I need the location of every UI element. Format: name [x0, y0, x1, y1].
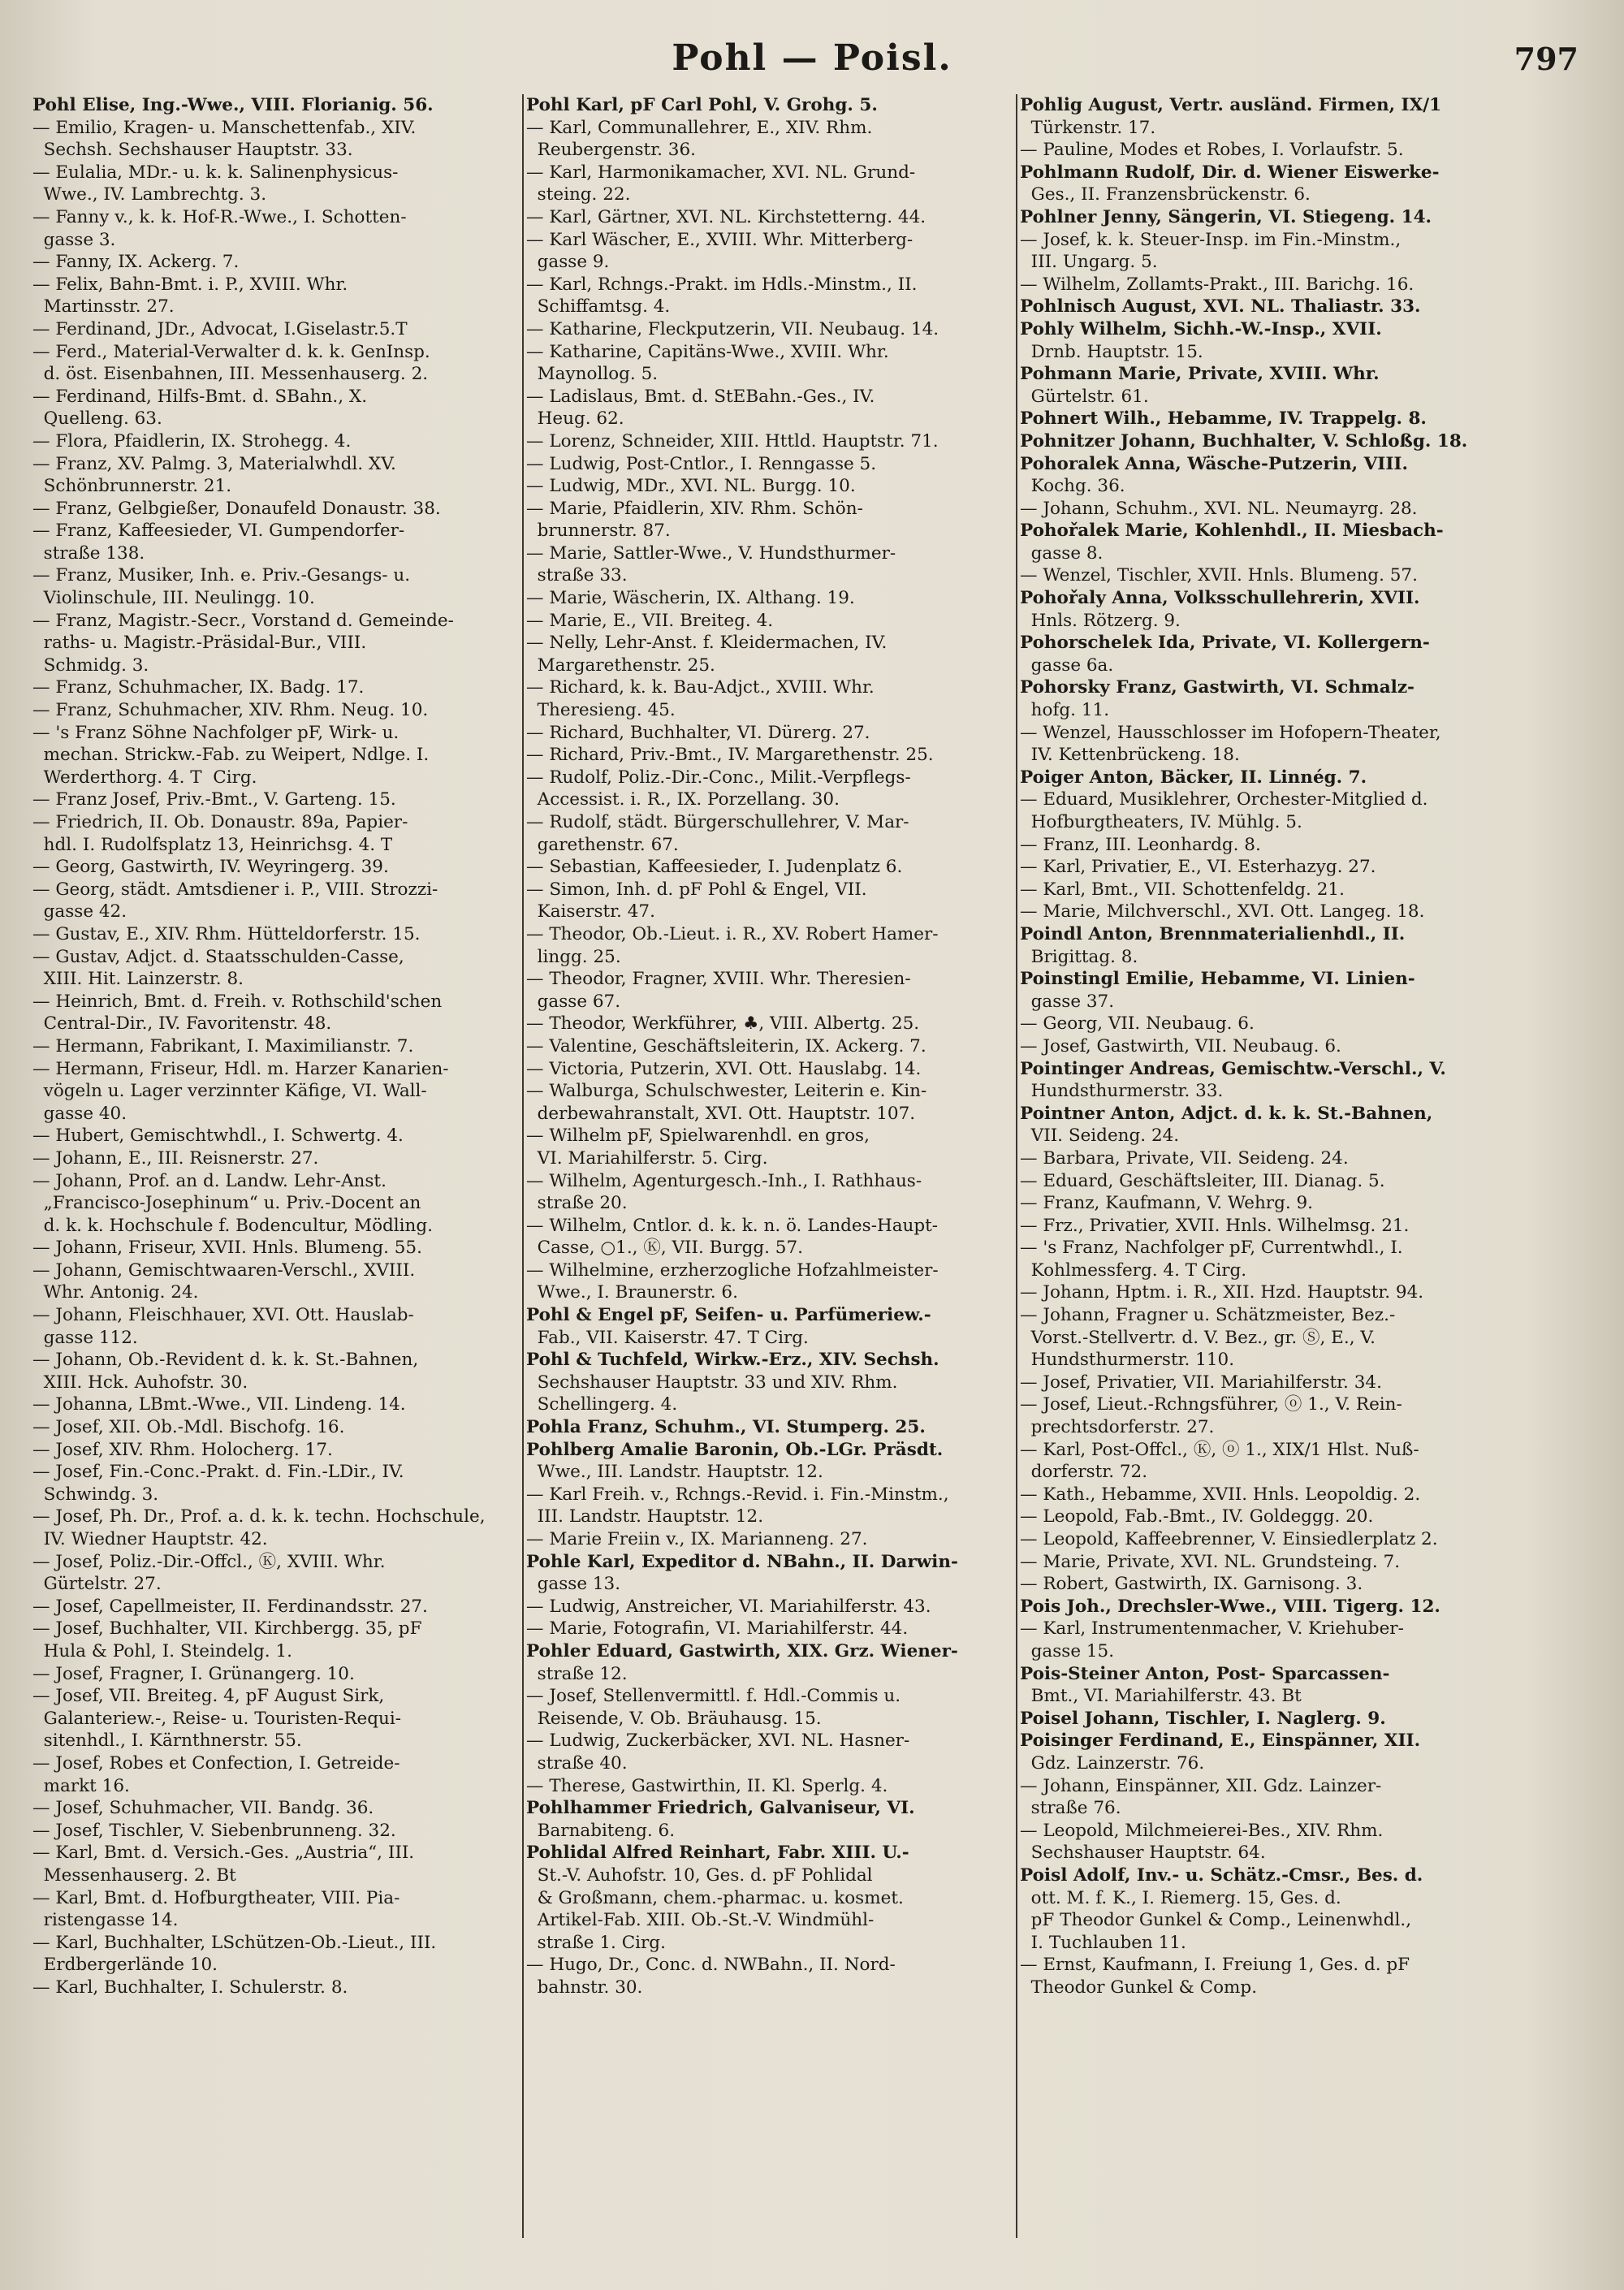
column-3	[1020, 94, 1514, 2271]
directory-line: Pohlner Jenny, Sängerin, VI. Stiegeng. 14.	[1020, 206, 1432, 227]
directory-line: — Hubert, Gemischtwhdl., I. Schwertg. 4.	[32, 1126, 404, 1147]
directory-line: Maynollog. 5.	[526, 364, 659, 385]
directory-line: — 's Franz Söhne Nachfolger pF, Wirk- u.	[32, 722, 400, 743]
directory-line: — Karl Wäscher, E., XVIII. Whr. Mitterberg-	[526, 229, 914, 250]
directory-line: Gdz. Lainzerstr. 76.	[1020, 1752, 1205, 1774]
directory-line: Pohl Karl, pF Carl Pohl, V. Grohg. 5.	[526, 95, 878, 115]
directory-line: — Rudolf, Poliz.-Dir.-Conc., Milit.-Verpflegs-	[526, 767, 911, 788]
directory-line: d. k. k. Hochschule f. Bodencultur, Mödling.	[32, 1215, 433, 1236]
directory-line: Schiffamtsg. 4.	[526, 296, 671, 318]
directory-line: Werderthorg. 4. T Cirg.	[32, 767, 257, 788]
directory-line: Kohlmessferg. 4. T Cirg.	[1020, 1260, 1247, 1281]
directory-line: Central-Dir., IV. Favoritenstr. 48.	[32, 1013, 332, 1035]
directory-line: — Ernst, Kaufmann, I. Freiung 1, Ges. d. pF	[1020, 1955, 1410, 1976]
directory-line: — Josef, XII. Ob.-Mdl. Bischofg. 16.	[32, 1417, 345, 1438]
directory-line: — Georg, städt. Amtsdiener i. P., VIII. Strozzi-	[32, 879, 438, 900]
directory-line: — Wilhelm pF, Spielwarenhdl. en gros,	[526, 1126, 870, 1147]
directory-line: Pohlberg Amalie Baronin, Ob.-LGr. Präsdt.	[526, 1439, 944, 1460]
directory-line: vögeln u. Lager verzinnter Käfige, VI. Wall-	[32, 1081, 427, 1102]
directory-line: Margarethenstr. 25.	[526, 655, 715, 676]
directory-line: Pohlnisch August, XVI. NL. Thaliastr. 33.	[1020, 296, 1421, 318]
directory-line: Pohoralek Anna, Wäsche-Putzerin, VIII.	[1020, 453, 1408, 474]
directory-line: Pointner Anton, Adjct. d. k. k. St.-Bahnen,	[1020, 1103, 1433, 1124]
directory-line: — Josef, XIV. Rhm. Holocherg. 17.	[32, 1439, 333, 1460]
directory-line: — Marie, Pfaidlerin, XIV. Rhm. Schön-	[526, 498, 863, 519]
directory-line: — Robert, Gastwirth, IX. Garnisong. 3.	[1020, 1574, 1363, 1595]
directory-line: — Karl, Bmt. d. Hofburgtheater, VIII. Pia-	[32, 1887, 400, 1908]
directory-line: Pohorschelek Ida, Private, VI. Kollergern-	[1020, 633, 1430, 654]
directory-line: — Josef, VII. Breiteg. 4, pF August Sirk,	[32, 1686, 385, 1707]
directory-line: — Johann, Friseur, XVII. Hnls. Blumeng. 55.	[32, 1238, 422, 1259]
directory-line: Pohlidal Alfred Reinhart, Fabr. XIII. U.-	[526, 1843, 909, 1864]
directory-line: raths- u. Magistr.-Präsidal-Bur., VIII.	[32, 633, 367, 654]
directory-line: St.-V. Auhofstr. 10, Ges. d. pF Pohlidal	[526, 1864, 873, 1886]
directory-line: sitenhdl., I. Kärnthnerstr. 55.	[32, 1730, 302, 1752]
directory-line: — Wenzel, Tischler, XVII. Hnls. Blumeng. 57.	[1020, 565, 1418, 586]
directory-line: Pohl & Engel pF, Seifen- u. Parfümeriew.-	[526, 1305, 931, 1326]
directory-line: — Friedrich, II. Ob. Donaustr. 89a, Papier-	[32, 812, 408, 832]
directory-line: Poisinger Ferdinand, E., Einspänner, XII.	[1020, 1730, 1421, 1752]
directory-line: straße 33.	[526, 565, 628, 586]
directory-line: — Karl, Bmt., VII. Schottenfeldg. 21.	[1020, 879, 1345, 900]
directory-line: — Karl, Post-Offcl., Ⓚ, ⓞ 1., XIX/1 Hlst. Nuß-	[1020, 1439, 1419, 1460]
directory-line: Pohořalek Marie, Kohlenhdl., II. Miesbach-	[1020, 521, 1444, 542]
directory-line: — Hermann, Fabrikant, I. Maximilianstr. 7.	[32, 1035, 414, 1056]
directory-line: — Therese, Gastwirthin, II. Kl. Sperlg. 4.	[526, 1775, 888, 1796]
directory-line: — Nelly, Lehr-Anst. f. Kleidermachen, IV.	[526, 633, 888, 654]
directory-line: — Johann, Fragner u. Schätzmeister, Bez.-	[1020, 1305, 1396, 1326]
directory-line: III. Ungarg. 5.	[1020, 252, 1158, 273]
directory-line: Violinschule, III. Neulingg. 10.	[32, 588, 315, 609]
directory-line: Kaiserstr. 47.	[526, 901, 655, 922]
directory-line: straße 20.	[526, 1193, 628, 1214]
directory-line: — Karl, Instrumentenmacher, V. Kriehuber-	[1020, 1618, 1404, 1640]
directory-line: Messenhauserg. 2. Bt	[32, 1864, 236, 1886]
running-title: Pohl — Poisl.	[672, 37, 952, 79]
directory-line: — Flora, Pfaidlerin, IX. Strohegg. 4.	[32, 430, 352, 452]
column-1	[32, 94, 520, 2271]
directory-line: — Franz, XV. Palmg. 3, Materialwhdl. XV.	[32, 453, 396, 474]
directory-line: Sechsh. Sechshauser Hauptstr. 33.	[32, 140, 353, 161]
directory-line: — Victoria, Putzerin, XVI. Ott. Hauslabg. 14.	[526, 1058, 922, 1079]
directory-line: — Josef, k. k. Steuer-Insp. im Fin.-Minstm.,	[1020, 229, 1402, 250]
directory-line: — Franz, Kaufmann, V. Wehrg. 9.	[1020, 1193, 1314, 1214]
directory-line: Schellingerg. 4.	[526, 1394, 678, 1415]
directory-line: — Josef, Schuhmacher, VII. Bandg. 36.	[32, 1798, 374, 1819]
directory-line: — Karl, Rchngs.-Prakt. im Hdls.-Minstm., II.	[526, 274, 918, 295]
directory-line: Galanteriew.-, Reise- u. Touristen-Requi-	[32, 1708, 402, 1729]
directory-line: — Karl, Buchhalter, I. Schulerstr. 8.	[32, 1977, 348, 1998]
directory-line: Wwe., IV. Lambrechtg. 3.	[32, 184, 267, 205]
directory-line: — Johann, E., III. Reisnerstr. 27.	[32, 1147, 319, 1169]
directory-line: — Leopold, Kaffeebrenner, V. Einsiedlerplatz 2.	[1020, 1529, 1438, 1549]
directory-line: — Wilhelm, Agenturgesch.-Inh., I. Rathhaus-	[526, 1170, 922, 1191]
directory-line: Poinstingl Emilie, Hebamme, VI. Linien-	[1020, 969, 1415, 990]
directory-line: Pohmann Marie, Private, XVIII. Whr.	[1020, 364, 1380, 385]
directory-line: Pohl Elise, Ing.-Wwe., VIII. Florianig. 56.	[32, 95, 434, 115]
directory-line: — Marie, Wäscherin, IX. Althang. 19.	[526, 588, 855, 609]
directory-line: Poisl Adolf, Inv.- u. Schätz.-Cmsr., Bes. d.	[1020, 1864, 1423, 1886]
directory-line: — Theodor, Werkführer, ♣, VIII. Albertg. 25.	[526, 1013, 920, 1035]
directory-line: & Großmann, chem.-pharmac. u. kosmet.	[526, 1887, 904, 1908]
column-2	[526, 94, 1013, 2271]
directory-line: — Karl, Buchhalter, LSchützen-Ob.-Lieut., III.	[32, 1932, 437, 1953]
directory-line: Poiger Anton, Bäcker, II. Linnég. 7.	[1020, 767, 1367, 788]
directory-line: gasse 42.	[32, 901, 127, 922]
directory-line: — Richard, Priv.-Bmt., IV. Margarethenstr. 25.	[526, 745, 934, 766]
directory-line: Casse, ○1., Ⓚ, VII. Burgg. 57.	[526, 1238, 803, 1259]
directory-line: gasse 112.	[32, 1327, 138, 1348]
directory-line: IV. Wiedner Hauptstr. 42.	[32, 1529, 268, 1549]
directory-line: — Eduard, Geschäftsleiter, III. Dianag. 5.	[1020, 1170, 1385, 1191]
directory-line: — Josef, Ph. Dr., Prof. a. d. k. k. techn. Hochschule,	[32, 1506, 486, 1527]
directory-line: — Ludwig, Post-Cntlor., I. Renngasse 5.	[526, 453, 877, 474]
directory-line: gasse 15.	[1020, 1640, 1115, 1661]
directory-line: — Johann, Einspänner, XII. Gdz. Lainzer-	[1020, 1775, 1382, 1796]
directory-line: — 's Franz, Nachfolger pF, Currentwhdl., I.	[1020, 1238, 1403, 1259]
directory-line: — Katharine, Capitäns-Wwe., XVIII. Whr.	[526, 341, 889, 362]
directory-line: — Eduard, Musiklehrer, Orchester-Mitglied d.	[1020, 789, 1428, 810]
directory-line: Vorst.-Stellvertr. d. V. Bez., gr. Ⓢ, E., V.	[1020, 1327, 1376, 1348]
directory-line: — Barbara, Private, VII. Seideng. 24.	[1020, 1147, 1349, 1169]
directory-line: pF Theodor Gunkel & Comp., Leinenwhdl.,	[1020, 1910, 1412, 1931]
directory-line: — Gustav, Adjct. d. Staatsschulden-Casse,	[32, 946, 404, 967]
directory-line: — Ludwig, Zuckerbäcker, XVI. NL. Hasner-	[526, 1730, 910, 1752]
directory-line: gasse 6a.	[1020, 655, 1114, 676]
directory-line: XIII. Hck. Auhofstr. 30.	[32, 1372, 248, 1393]
directory-line: — Johann, Hptm. i. R., XII. Hzd. Hauptstr. 94.	[1020, 1282, 1424, 1303]
directory-line: Barnabiteng. 6.	[526, 1820, 676, 1841]
directory-line: — Josef, Gastwirth, VII. Neubaug. 6.	[1020, 1035, 1341, 1056]
directory-line: Kochg. 36.	[1020, 476, 1125, 497]
directory-line: — Johanna, LBmt.-Wwe., VII. Lindeng. 14.	[32, 1394, 406, 1415]
directory-line: — Wilhelm, Zollamts-Prakt., III. Barichg. 16.	[1020, 274, 1415, 295]
directory-line: — Franz Josef, Priv.-Bmt., V. Garteng. 15.	[32, 789, 396, 810]
directory-line: — Ludwig, MDr., XVI. NL. Burgg. 10.	[526, 476, 856, 497]
directory-line: gasse 67.	[526, 991, 621, 1012]
directory-line: — Franz, Magistr.-Secr., Vorstand d. Gemeinde-	[32, 610, 454, 631]
directory-line: — Franz, Kaffeesieder, VI. Gumpendorfer-	[32, 521, 405, 542]
directory-line: — Georg, VII. Neubaug. 6.	[1020, 1013, 1255, 1035]
directory-line: VI. Mariahilferstr. 5. Cirg.	[526, 1147, 768, 1169]
directory-line: Artikel-Fab. XIII. Ob.-St.-V. Windmühl-	[526, 1910, 875, 1931]
directory-line: — Karl, Privatier, E., VI. Esterhazyg. 27.	[1020, 857, 1376, 878]
directory-line: hdl. I. Rudolfsplatz 13, Heinrichsg. 4. T	[32, 834, 393, 855]
directory-line: Pointinger Andreas, Gemischtw.-Verschl., V.	[1020, 1058, 1446, 1079]
directory-line: — Hugo, Dr., Conc. d. NWBahn., II. Nord-	[526, 1955, 896, 1976]
directory-line: — Marie, E., VII. Breiteg. 4.	[526, 610, 774, 631]
directory-line: Wwe., III. Landstr. Hauptstr. 12.	[526, 1462, 823, 1483]
directory-line: Hofburgtheaters, IV. Mühlg. 5.	[1020, 812, 1302, 832]
directory-line: Accessist. i. R., IX. Porzellang. 30.	[526, 789, 840, 810]
directory-line: Sechshauser Hauptstr. 33 und XIV. Rhm.	[526, 1372, 898, 1393]
directory-line: Pohly Wilhelm, Sichh.-W.-Insp., XVII.	[1020, 318, 1382, 339]
directory-line: — Johann, Gemischtwaaren-Verschl., XVIII.	[32, 1260, 416, 1281]
directory-line: ristengasse 14.	[32, 1910, 179, 1931]
directory-line: — Hermann, Friseur, Hdl. m. Harzer Kanarien-	[32, 1058, 449, 1079]
directory-line: Hnls. Rötzerg. 9.	[1020, 610, 1181, 631]
directory-line: — Marie Freiin v., IX. Marianneng. 27.	[526, 1529, 868, 1549]
directory-line: — Franz, Musiker, Inh. e. Priv.-Gesangs- u.	[32, 565, 411, 586]
directory-line: — Marie, Sattler-Wwe., V. Hundsthurmer-	[526, 542, 896, 564]
directory-line: Türkenstr. 17.	[1020, 117, 1156, 138]
directory-line: I. Tuchlauben 11.	[1020, 1932, 1186, 1953]
directory-line: straße 138.	[32, 542, 145, 564]
directory-line: Hundsthurmerstr. 33.	[1020, 1081, 1224, 1102]
page-number: 797	[1514, 41, 1579, 77]
directory-line: — Marie, Fotografin, VI. Mariahilferstr. 44.	[526, 1618, 909, 1640]
directory-line: Quelleng. 63.	[32, 408, 162, 430]
directory-line: straße 40.	[526, 1752, 628, 1774]
directory-line: — Felix, Bahn-Bmt. i. P., XVIII. Whr.	[32, 274, 348, 295]
directory-line: prechtsdorferstr. 27.	[1020, 1417, 1215, 1438]
directory-line: Ges., II. Franzensbrückenstr. 6.	[1020, 184, 1311, 205]
directory-line: Pohler Eduard, Gastwirth, XIX. Grz. Wiener-	[526, 1640, 958, 1661]
directory-line: — Karl, Bmt. d. Versich.-Ges. „Austria“, III.	[32, 1843, 415, 1864]
directory-line: — Leopold, Milchmeierei-Bes., XIV. Rhm.	[1020, 1820, 1384, 1841]
directory-line: Theresieng. 45.	[526, 700, 676, 721]
page-header	[0, 37, 1624, 86]
directory-line: Gürtelstr. 27.	[32, 1574, 162, 1595]
directory-line: — Katharine, Fleckputzerin, VII. Neubaug. 14.	[526, 318, 939, 339]
directory-line: garethenstr. 67.	[526, 834, 679, 855]
directory-line: — Johann, Prof. an d. Landw. Lehr-Anst.	[32, 1170, 387, 1191]
directory-line: — Karl, Harmonikamacher, XVI. NL. Grund-	[526, 162, 916, 183]
directory-line: — Theodor, Ob.-Lieut. i. R., XV. Robert Hamer-	[526, 923, 939, 944]
directory-line: Heug. 62.	[526, 408, 624, 430]
directory-line: — Josef, Poliz.-Dir.-Offcl., Ⓚ, XVIII. Whr.	[32, 1551, 386, 1572]
directory-line: Whr. Antonig. 24.	[32, 1282, 199, 1303]
directory-line: — Richard, k. k. Bau-Adjct., XVIII. Whr.	[526, 677, 875, 698]
directory-line: — Karl, Communallehrer, E., XIV. Rhm.	[526, 117, 873, 138]
directory-line: Martinsstr. 27.	[32, 296, 175, 318]
directory-line: — Johann, Ob.-Revident d. k. k. St.-Bahnen,	[32, 1350, 419, 1371]
directory-line: Reisende, V. Ob. Bräuhausg. 15.	[526, 1708, 822, 1729]
directory-line: Schmidg. 3.	[32, 655, 149, 676]
directory-line: — Walburga, Schulschwester, Leiterin e. Kin-	[526, 1081, 927, 1102]
directory-line: Pohorsky Franz, Gastwirth, VI. Schmalz-	[1020, 677, 1415, 698]
directory-line: — Josef, Tischler, V. Siebenbrunneng. 32.	[32, 1820, 396, 1841]
directory-line: — Gustav, E., XIV. Rhm. Hütteldorferstr. 15.	[32, 923, 421, 944]
directory-line: — Ludwig, Anstreicher, VI. Mariahilferstr. 43.	[526, 1596, 931, 1617]
directory-line: — Franz, Schuhmacher, IX. Badg. 17.	[32, 677, 365, 698]
directory-line: Pohlig August, Vertr. ausländ. Firmen, IX/1	[1020, 95, 1442, 115]
directory-line: markt 16.	[32, 1775, 130, 1796]
directory-line: — Fanny, IX. Ackerg. 7.	[32, 252, 240, 273]
directory-line: — Pauline, Modes et Robes, I. Vorlaufstr. 5.	[1020, 140, 1404, 161]
directory-line: — Wilhelmine, erzherzogliche Hofzahlmeister-	[526, 1260, 939, 1281]
directory-line: — Leopold, Fab.-Bmt., IV. Goldeggg. 20.	[1020, 1506, 1374, 1527]
directory-line: — Wilhelm, Cntlor. d. k. k. n. ö. Landes-Haupt-	[526, 1215, 939, 1236]
directory-line: brunnerstr. 87.	[526, 521, 671, 542]
directory-line: Hula & Pohl, I. Steindelg. 1.	[32, 1640, 292, 1661]
directory-line: Pohnert Wilh., Hebamme, IV. Trappelg. 8.	[1020, 408, 1427, 430]
directory-line: — Johann, Schuhm., XVI. NL. Neumayrg. 28.	[1020, 498, 1418, 519]
directory-line: — Fanny v., k. k. Hof-R.-Wwe., I. Schotten-	[32, 206, 407, 227]
directory-line: Theodor Gunkel & Comp.	[1020, 1977, 1258, 1998]
directory-line: gasse 40.	[32, 1103, 127, 1124]
directory-line: straße 76.	[1020, 1798, 1121, 1819]
directory-line: bahnstr. 30.	[526, 1977, 643, 1998]
directory-line: Hundsthurmerstr. 110.	[1020, 1350, 1235, 1371]
directory-line: — Marie, Milchverschl., XVI. Ott. Langeg. 18.	[1020, 901, 1425, 922]
directory-line: — Franz, Schuhmacher, XIV. Rhm. Neug. 10.	[32, 700, 429, 721]
directory-line: Reubergenstr. 36.	[526, 140, 696, 161]
directory-line: — Franz, III. Leonhardg. 8.	[1020, 834, 1261, 855]
directory-line: — Eulalia, MDr.- u. k. k. Salinenphysicus-	[32, 162, 399, 183]
directory-line: — Karl Freih. v., Rchngs.-Revid. i. Fin.-Minstm.,	[526, 1484, 949, 1505]
directory-line: — Karl, Gärtner, XVI. NL. Kirchstetterng. 44.	[526, 206, 926, 227]
directory-line: III. Landstr. Hauptstr. 12.	[526, 1506, 764, 1527]
directory-line: — Emilio, Kragen- u. Manschettenfab., XIV.	[32, 117, 417, 138]
directory-line: — Josef, Privatier, VII. Mariahilferstr. 34.	[1020, 1372, 1382, 1393]
directory-line: Pohnitzer Johann, Buchhalter, V. Schloßg. 18.	[1020, 430, 1468, 452]
directory-line: Pohlhammer Friedrich, Galvaniseur, VI.	[526, 1798, 915, 1819]
directory-line: Pois Joh., Drechsler-Wwe., VIII. Tigerg. 12.	[1020, 1596, 1440, 1617]
directory-line: — Richard, Buchhalter, VI. Dürerg. 27.	[526, 722, 870, 743]
directory-line: — Josef, Fin.-Conc.-Prakt. d. Fin.-LDir., IV.	[32, 1462, 404, 1483]
directory-line: derbewahranstalt, XVI. Ott. Hauptstr. 107.	[526, 1103, 916, 1124]
directory-line: — Theodor, Fragner, XVIII. Whr. Theresien-	[526, 969, 911, 990]
directory-line: — Valentine, Geschäftsleiterin, IX. Ackerg. 7.	[526, 1035, 926, 1056]
directory-line: Pohla Franz, Schuhm., VI. Stumperg. 25.	[526, 1417, 926, 1438]
directory-line: VII. Seideng. 24.	[1020, 1126, 1180, 1147]
directory-line: „Francisco-Josephinum“ u. Priv.-Docent an	[32, 1193, 421, 1214]
directory-line: — Simon, Inh. d. pF Pohl & Engel, VII.	[526, 879, 867, 900]
directory-line: Fab., VII. Kaiserstr. 47. T Cirg.	[526, 1327, 809, 1348]
directory-line: Pohl & Tuchfeld, Wirkw.-Erz., XIV. Sechsh.	[526, 1350, 939, 1371]
directory-line: hofg. 11.	[1020, 700, 1110, 721]
directory-line: — Ferd., Material-Verwalter d. k. k. GenInsp.	[32, 341, 430, 362]
directory-line: — Lorenz, Schneider, XIII. Httld. Hauptstr. 71.	[526, 430, 939, 452]
directory-line: dorferstr. 72.	[1020, 1462, 1148, 1483]
directory-line: — Ferdinand, JDr., Advocat, I.Giselastr.5.T	[32, 318, 408, 339]
directory-line: d. öst. Eisenbahnen, III. Messenhauserg. 2.	[32, 364, 429, 385]
directory-line: steing. 22.	[526, 184, 631, 205]
directory-line: gasse 3.	[32, 229, 116, 250]
directory-line: Pohle Karl, Expeditor d. NBahn., II. Darwin-	[526, 1551, 958, 1572]
directory-line: Poisel Johann, Tischler, I. Naglerg. 9.	[1020, 1708, 1386, 1729]
directory-line: — Josef, Stellenvermittl. f. Hdl.-Commis u.	[526, 1686, 901, 1707]
column-divider	[1016, 94, 1017, 2238]
directory-line: — Heinrich, Bmt. d. Freih. v. Rothschild'schen	[32, 991, 443, 1012]
directory-line: IV. Kettenbrückeng. 18.	[1020, 745, 1240, 766]
directory-line: — Georg, Gastwirth, IV. Weyringerg. 39.	[32, 857, 389, 878]
directory-line: — Josef, Lieut.-Rchngsführer, ⓞ 1., V. Rein-	[1020, 1394, 1402, 1415]
directory-line: — Kath., Hebamme, XVII. Hnls. Leopoldig. 2.	[1020, 1484, 1421, 1505]
directory-line: — Josef, Robes et Confection, I. Getreide-	[32, 1752, 400, 1774]
directory-line: Drnb. Hauptstr. 15.	[1020, 341, 1203, 362]
directory-line: Poindl Anton, Brennmaterialienhdl., II.	[1020, 923, 1406, 944]
directory-line: — Marie, Private, XVI. NL. Grundsteing. 7.	[1020, 1551, 1401, 1572]
directory-line: — Rudolf, städt. Bürgerschullehrer, V. Mar-	[526, 812, 909, 832]
directory-line: straße 1. Cirg.	[526, 1932, 666, 1953]
directory-line: lingg. 25.	[526, 946, 621, 967]
directory-line: mechan. Strickw.-Fab. zu Weipert, Ndlge. I.	[32, 745, 430, 766]
directory-line: Schwindg. 3.	[32, 1484, 159, 1505]
directory-line: Pohlmann Rudolf, Dir. d. Wiener Eiswerke-	[1020, 162, 1440, 183]
directory-line: Schönbrunnerstr. 21.	[32, 476, 232, 497]
directory-line: straße 12.	[526, 1663, 628, 1684]
directory-line: XIII. Hit. Lainzerstr. 8.	[32, 969, 244, 990]
directory-line: gasse 13.	[526, 1574, 621, 1595]
directory-line: — Ladislaus, Bmt. d. StEBahn.-Ges., IV.	[526, 386, 875, 407]
directory-line: — Wenzel, Hausschlosser im Hofopern-Theater,	[1020, 722, 1441, 743]
directory-line: gasse 8.	[1020, 542, 1104, 564]
directory-line: — Johann, Fleischhauer, XVI. Ott. Hauslab-	[32, 1305, 414, 1326]
directory-line: gasse 9.	[526, 252, 610, 273]
directory-line: — Josef, Fragner, I. Grünangerg. 10.	[32, 1663, 355, 1684]
directory-line: Bmt., VI. Mariahilferstr. 43. Bt	[1020, 1686, 1302, 1707]
directory-line: gasse 37.	[1020, 991, 1115, 1012]
column-divider	[522, 94, 524, 2238]
directory-line: Gürtelstr. 61.	[1020, 386, 1149, 407]
directory-line: Sechshauser Hauptstr. 64.	[1020, 1843, 1266, 1864]
directory-line: Wwe., I. Braunerstr. 6.	[526, 1282, 738, 1303]
directory-line: — Josef, Capellmeister, II. Ferdinandsstr. 27.	[32, 1596, 428, 1617]
directory-line: ott. M. f. K., I. Riemerg. 15, Ges. d.	[1020, 1887, 1341, 1908]
directory-line: — Frz., Privatier, XVII. Hnls. Wilhelmsg. 21.	[1020, 1215, 1410, 1236]
directory-line: — Sebastian, Kaffeesieder, I. Judenplatz 6.	[526, 857, 903, 878]
directory-line: Pohořaly Anna, Volksschullehrerin, XVII.	[1020, 588, 1420, 609]
directory-line: Erdbergerlände 10.	[32, 1955, 218, 1976]
directory-line: — Josef, Buchhalter, VII. Kirchbergg. 35, pF	[32, 1618, 422, 1640]
directory-line: — Franz, Gelbgießer, Donaufeld Donaustr. 38.	[32, 498, 441, 519]
directory-line: Brigittag. 8.	[1020, 946, 1138, 967]
directory-line: — Ferdinand, Hilfs-Bmt. d. SBahn., X.	[32, 386, 368, 407]
directory-line: Pois-Steiner Anton, Post- Sparcassen-	[1020, 1663, 1390, 1684]
